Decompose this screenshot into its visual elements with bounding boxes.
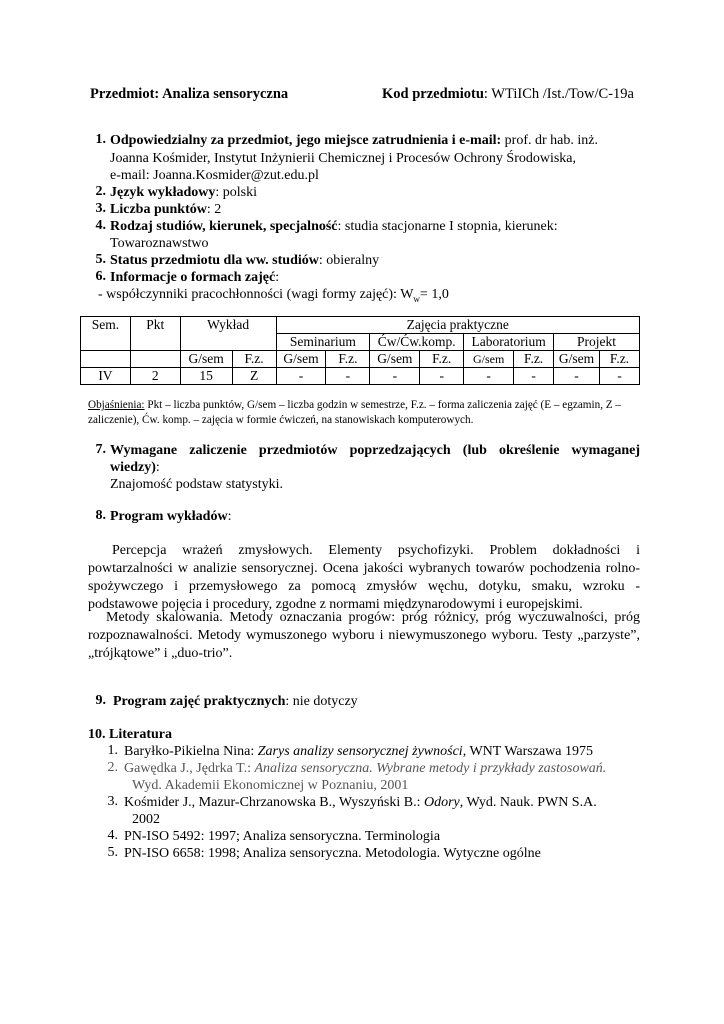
table-header-row-1 <box>81 317 640 334</box>
section-9-label: Program zajęć praktycznych <box>113 694 286 709</box>
section-10-heading <box>88 726 172 744</box>
item-4-line2: Towaroznawstwo <box>110 236 209 251</box>
item-4 <box>110 218 558 236</box>
table-cell: - <box>554 368 600 385</box>
item-2-number: 2. <box>95 184 106 199</box>
th-sub: G/sem <box>180 351 232 368</box>
item-1-email: e-mail: Joanna.Kosmider@zut.edu.pl <box>110 168 319 183</box>
explanation-label: Objaśnienia: <box>88 399 145 411</box>
th-sub: G/sem <box>276 351 326 368</box>
section-7-colon: : <box>155 460 160 475</box>
table-explanation <box>88 398 640 428</box>
th-sub: F.z. <box>326 351 370 368</box>
ref-3-number: 3. <box>107 794 118 809</box>
section-8-label: Program wykładów <box>110 509 228 524</box>
ref-3-line2: 2002 <box>132 812 160 827</box>
item-6-value: : <box>275 270 280 285</box>
ref-2-line2: Wyd. Akademii Ekonomicznej w Poznaniu, 2001 <box>132 778 409 793</box>
table-cell: - <box>420 368 464 385</box>
weights-value: = 1,0 <box>419 287 449 302</box>
ref-5-number: 5. <box>107 845 118 860</box>
ref-3-rest: , Wyd. Nauk. PWN S.A. <box>459 795 597 810</box>
ref-1-rest: , WNT Warszawa 1975 <box>462 744 593 759</box>
item-1-value: prof. dr hab. inż. <box>501 133 598 148</box>
table-cell: - <box>276 368 326 385</box>
th-sub: F.z. <box>600 351 640 368</box>
table-cell: - <box>514 368 554 385</box>
explanation-text: Pkt – liczba punktów, G/sem – liczba godzin w semestrze, F.z. – forma zaliczenia zajęć (E – egzamin, Z – zaliczenie), Ćw. komp. – zajęcia w formie ćwiczeń, na stanowiskach komputerowych. <box>88 399 622 426</box>
item-1-number: 1. <box>95 132 106 147</box>
list-item <box>124 760 606 778</box>
ref-4-number: 4. <box>107 828 118 843</box>
item-2-label: Język wykładowy <box>110 185 216 200</box>
item-3-number: 3. <box>95 201 106 216</box>
item-2 <box>110 184 257 202</box>
lecture-program-paragraph-1: Percepcja wrażeń zmysłowych. Elementy psychofizyki. Problem dokładności i powtarzalności w analizie sensorycznej. Ocena jakości wybranych towarów pochodzenia rolno-spożywczego i przemysłowego za pomocą zmysłów węchu, dotyku, smaku, wzroku - podstawowe pojęcia i procedury, zgodne z normami międzynarodowymi i europejskimi. <box>88 543 640 612</box>
th-sub: G/sem <box>370 351 420 368</box>
table-cell: - <box>464 368 514 385</box>
lecture-program-paragraph-2: Metody skalowania. Metody oznaczania progów: próg różnicy, próg wyczuwalności, próg rozpoznawalności. Metody wymuszonego wyboru i niewymuszonego wyboru. Testy „parzyste”, „trójkątowe” i „duo-trio”. <box>88 610 640 661</box>
th-laboratorium: Laboratorium <box>464 334 554 351</box>
table-row <box>81 368 640 385</box>
th-projekt: Projekt <box>554 334 640 351</box>
item-6-label: Informacje o formach zajęć <box>110 270 276 285</box>
weights-subscript: w <box>413 293 420 304</box>
item-6-line2 <box>98 286 449 308</box>
th-wyklad: Wykład <box>180 317 276 351</box>
item-3-label: Liczba punktów <box>110 202 207 217</box>
code-value: : WTiICh /Ist./Tow/C-19a <box>483 86 634 102</box>
item-1-label: Odpowiedzialny za przedmiot, jego miejsce zatrudnienia i e-mail: <box>110 133 502 148</box>
section-8-heading <box>110 508 231 526</box>
section-9-value: : nie dotyczy <box>285 694 358 709</box>
item-5 <box>110 252 379 270</box>
item-4-value: : studia stacjonarne I stopnia, kierunek: <box>337 219 558 234</box>
th-seminarium: Seminarium <box>276 334 370 351</box>
section-10-label: Literatura <box>109 727 172 742</box>
item-4-number: 4. <box>95 218 106 233</box>
table-cell: Z <box>232 368 276 385</box>
table-cell: IV <box>81 368 131 385</box>
th-cw: Ćw/Ćw.komp. <box>370 334 464 351</box>
section-8-colon: : <box>227 509 232 524</box>
section-7-number: 7. <box>95 442 106 457</box>
item-6 <box>110 269 279 287</box>
section-7-heading-cont <box>110 459 160 477</box>
ref-2-authors: Gawędka J., Jędrka T.: <box>124 761 255 776</box>
section-8-number: 8. <box>95 508 106 523</box>
table-cell: - <box>326 368 370 385</box>
list-item <box>124 743 593 761</box>
th-empty <box>81 351 131 368</box>
item-3 <box>110 201 221 219</box>
item-1-line2: Joanna Kośmider, Instytut Inżynierii Chemicznej i Procesów Ochrony Środowiska, <box>110 151 577 166</box>
item-1 <box>110 132 598 150</box>
item-5-number: 5. <box>95 252 106 267</box>
th-sem: Sem. <box>81 317 131 351</box>
table-cell: 15 <box>180 368 232 385</box>
item-3-value: : 2 <box>206 202 222 217</box>
table-cell: 2 <box>130 368 180 385</box>
ref-2-title: Analiza sensoryczna. Wybrane metody i przykłady zastosowań. <box>254 761 607 776</box>
weights-text: - współczynniki pracochłonności (wagi formy zajęć): W <box>98 287 414 302</box>
th-sub: F.z. <box>420 351 464 368</box>
list-item: PN-ISO 6658: 1998; Analiza sensoryczna. Metodologia. Wytyczne ogólne <box>124 846 541 861</box>
table-cell: - <box>370 368 420 385</box>
ref-2-number: 2. <box>107 760 118 775</box>
th-sub: F.z. <box>232 351 276 368</box>
section-10-number: 10. <box>88 727 106 742</box>
th-sub: G/sem <box>554 351 600 368</box>
ref-3-authors: Kośmider J., Mazur-Chrzanowska B., Wyszyński B.: <box>124 795 424 810</box>
ref-1-title: Zarys analizy sensorycznej żywności <box>257 744 463 759</box>
list-item <box>124 794 597 812</box>
section-9-number: 9. <box>95 693 106 708</box>
item-4-label: Rodzaj studiów, kierunek, specjalność <box>110 219 338 234</box>
ref-1-authors: Baryłko-Pikielna Nina: <box>124 744 258 759</box>
th-sub: G/sem <box>464 351 514 368</box>
document-header <box>90 86 640 103</box>
th-empty <box>130 351 180 368</box>
list-item: PN-ISO 5492: 1997; Analiza sensoryczna. Terminologia <box>124 829 441 844</box>
th-sub: F.z. <box>514 351 554 368</box>
course-forms-table <box>80 316 640 385</box>
item-5-label: Status przedmiotu dla ww. studiów <box>110 253 319 268</box>
th-pkt: Pkt <box>130 317 180 351</box>
section-7-value: Znajomość podstaw statystyki. <box>110 477 284 492</box>
section-7-heading-line2: wiedzy) <box>110 460 156 475</box>
ref-1-number: 1. <box>107 743 118 758</box>
section-7-heading: Wymagane zaliczenie przedmiotów poprzedzających (lub określenie wymaganej <box>110 443 640 458</box>
item-6-number: 6. <box>95 269 106 284</box>
item-5-value: : obieralny <box>318 253 380 268</box>
subject-code <box>382 86 634 103</box>
item-2-value: : polski <box>215 185 258 200</box>
th-zajecia: Zajęcia praktyczne <box>276 317 639 334</box>
subject-title: Przedmiot: Analiza sensoryczna <box>90 86 289 102</box>
table-cell: - <box>600 368 640 385</box>
code-label: Kod przedmiotu <box>382 86 484 102</box>
ref-3-title: Odory <box>423 795 460 810</box>
section-9 <box>113 693 358 711</box>
table-subheader-row <box>81 351 640 368</box>
